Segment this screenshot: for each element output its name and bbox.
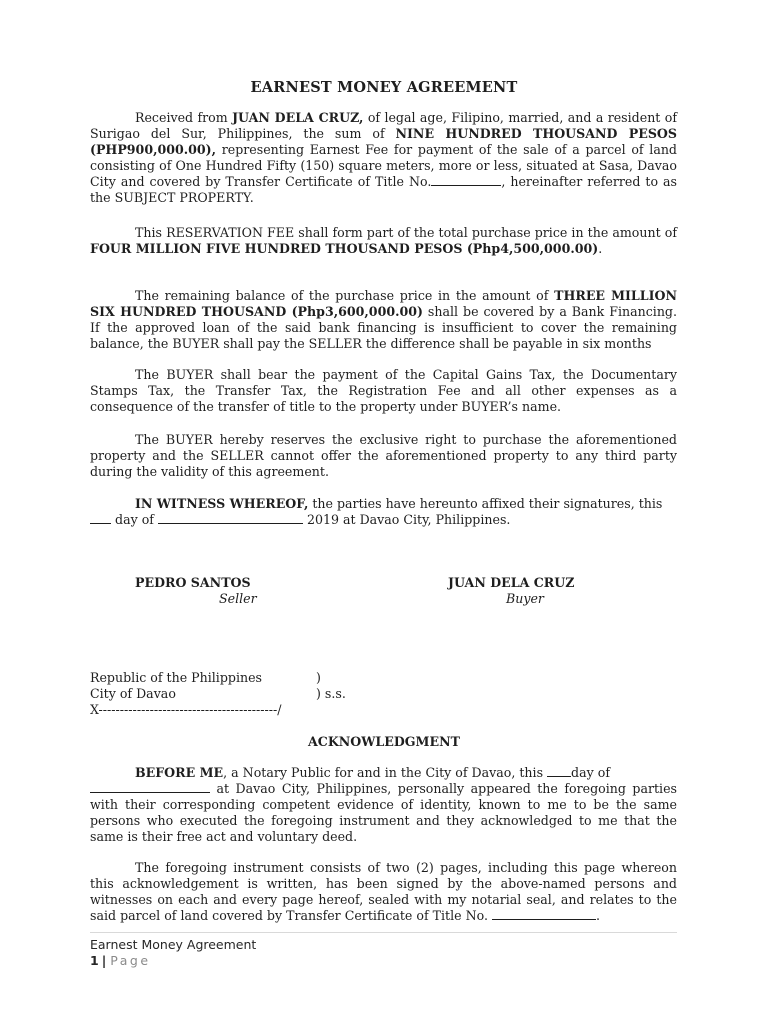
- buyer-role: Buyer: [506, 591, 544, 606]
- text-run: of legal age, Filipino, married, and a resident of Surigao del Sur, Philippines, the sum of: [90, 110, 677, 141]
- venue-divider: X------------------------------------------/: [90, 701, 282, 717]
- buyer-name-bold: JUAN DELA CRUZ,: [232, 110, 364, 125]
- venue-city: City of Davao: [90, 685, 176, 701]
- document-title: EARNEST MONEY AGREEMENT: [250, 79, 518, 96]
- text-run: This RESERVATION FEE shall form part of the total purchase price in the amount of: [135, 225, 677, 240]
- text-run: .: [596, 907, 601, 923]
- venue-divider-row: [90, 702, 281, 718]
- text-run: day of: [111, 511, 158, 527]
- ack-day-blank: [547, 765, 571, 777]
- venue-paren: ): [316, 670, 321, 685]
- text-run: shall be covered by a Bank Financing. If the approved loan of the said bank financing is insufficient to cover the remaining balance, the BUYER shall pay the SELLER the difference shall be payable in six months: [90, 303, 677, 351]
- ack-title-number-blank: [492, 908, 596, 920]
- text-run: the parties have hereunto affixed their signatures, this: [308, 496, 663, 511]
- page-separator: |: [101, 953, 107, 968]
- text-run: The remaining balance of the purchase price in the amount of: [135, 288, 555, 303]
- text-run: representing Earnest Fee for payment of the sale of a parcel of land consisting of One Hundred Fifty (150) square meters, more or less, situated at Sasa, Davao City and covered by Transfer Certificate of Title No.: [90, 141, 677, 189]
- venue-city-row: [90, 685, 346, 702]
- text-run: day of: [571, 765, 610, 780]
- text-run: , hereinafter referred to as the SUBJECT PROPERTY.: [90, 173, 678, 205]
- text-run: 2019 at Davao City, Philippines.: [302, 511, 511, 527]
- venue-ss: ) s.s.: [316, 685, 346, 701]
- paragraph-instrument: [90, 860, 677, 924]
- paragraph-exclusive-right: The BUYER hereby reserves the exclusive right to purchase the aforementioned property and the SELLER cannot offer the aforementioned property to any third party during the validity of this agreement.: [90, 432, 677, 479]
- day-blank: [90, 512, 111, 524]
- earnest-amount-bold: NINE HUNDRED THOUSAND PESOS (PHP900,000.00),: [90, 125, 677, 157]
- paragraph-earnest-fee: [90, 110, 677, 205]
- paragraph-reservation-fee: [90, 225, 677, 257]
- buyer-name: JUAN DELA CRUZ: [448, 575, 575, 590]
- venue-country-row: [90, 670, 321, 686]
- venue-country: Republic of the Philippines: [90, 670, 263, 685]
- witness-bold: IN WITNESS WHEREOF,: [135, 496, 309, 511]
- seller-name: PEDRO SANTOS: [135, 575, 251, 590]
- title-number-blank: [431, 174, 501, 186]
- paragraph-before-me: [90, 765, 677, 845]
- venue-block: [90, 670, 346, 718]
- before-me-bold: BEFORE ME: [135, 765, 224, 780]
- text-run: .: [598, 240, 603, 256]
- paragraph-remaining-balance: [90, 288, 677, 352]
- text-run: , a Notary Public for and in the City of Davao, this: [223, 765, 548, 780]
- balance-amount-bold: THREE MILLION SIX HUNDRED THOUSAND (Php3,600,000.00): [90, 288, 677, 319]
- acknowledgment-title: ACKNOWLEDGMENT: [308, 734, 460, 749]
- footer-page-number: [90, 953, 151, 968]
- footer-title: Earnest Money Agreement: [90, 937, 257, 952]
- text-run: The foregoing instrument consists of two (2) pages, including this page whereon this acknowledgement is written, has been signed by the above-named persons and witnesses on each and every page hereof, sealed with my notarial seal, and relates to the said parcel of land covered by Transfer Certificate of Title No.: [90, 860, 677, 923]
- text-run: Received from: [135, 110, 233, 125]
- month-blank: [158, 512, 303, 524]
- page-label: Page: [110, 953, 151, 968]
- text-run: at Davao City, Philippines, personally appeared the foregoing parties with their corresponding competent evidence of identity, known to me to be the same persons who executed the foregoing instrument and they acknowledged to me that the same is their free act and voluntary deed.: [90, 780, 677, 844]
- paragraph-witness: [90, 496, 677, 528]
- seller-role: Seller: [219, 591, 257, 606]
- page-number: 1: [90, 953, 99, 968]
- paragraph-taxes: The BUYER shall bear the payment of the Capital Gains Tax, the Documentary Stamps Tax, the Transfer Tax, the Registration Fee and all other expenses as a consequence of the transfer of title to the property under BUYER’s name.: [90, 367, 677, 414]
- ack-month-blank: [90, 781, 210, 793]
- total-price-bold: FOUR MILLION FIVE HUNDRED THOUSAND PESOS (Php4,500,000.00): [90, 240, 599, 256]
- footer-divider: [90, 932, 677, 933]
